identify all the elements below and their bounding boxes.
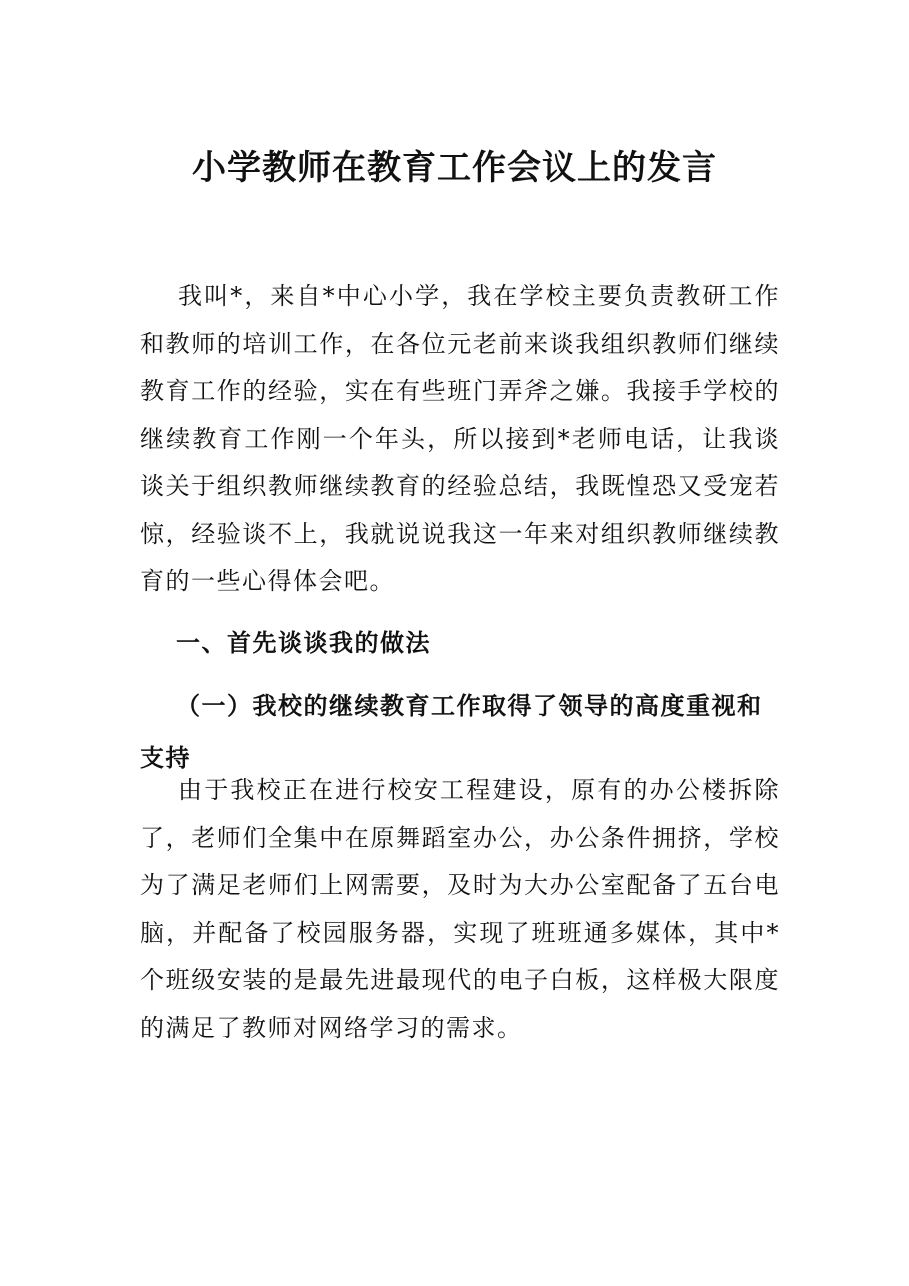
document-title: 小学教师在教育工作会议上的发言 [192, 148, 717, 188]
subsection-heading-1: （一）我校的继续教育工作取得了领导的高度重视和支持 [140, 691, 763, 772]
body-paragraph-2: 由于我校正在进行校安工程建设，原有的办公楼拆除了，老师们全集中在原舞蹈室办公，办公条件拥挤，学校为了满足老师们上网需要，及时为大办公室配备了五台电脑，并配备了校园服务器，实现了班班通多媒体，其中*个班级安装的是最先进最现代的电子白板，这样极大限度的满足了教师对网络学习的需求。 [140, 776, 780, 1042]
section-heading-1: 一、首先谈谈我的做法 [176, 628, 431, 657]
body-paragraph-1: 我叫*，来自*中心小学，我在学校主要负责教研工作和教师的培训工作，在各位元老前来谈我组织教师们继续教育工作的经验，实在有些班门弄斧之嫌。我接手学校的继续教育工作刚一个年头，所以接到*老师电话，让我谈谈关于组织教师继续教育的经验总结，我既惶恐又受宠若惊，经验谈不上，我就说说我这一年来对组织教师继续教育的一些心得体会吧。 [140, 282, 780, 595]
